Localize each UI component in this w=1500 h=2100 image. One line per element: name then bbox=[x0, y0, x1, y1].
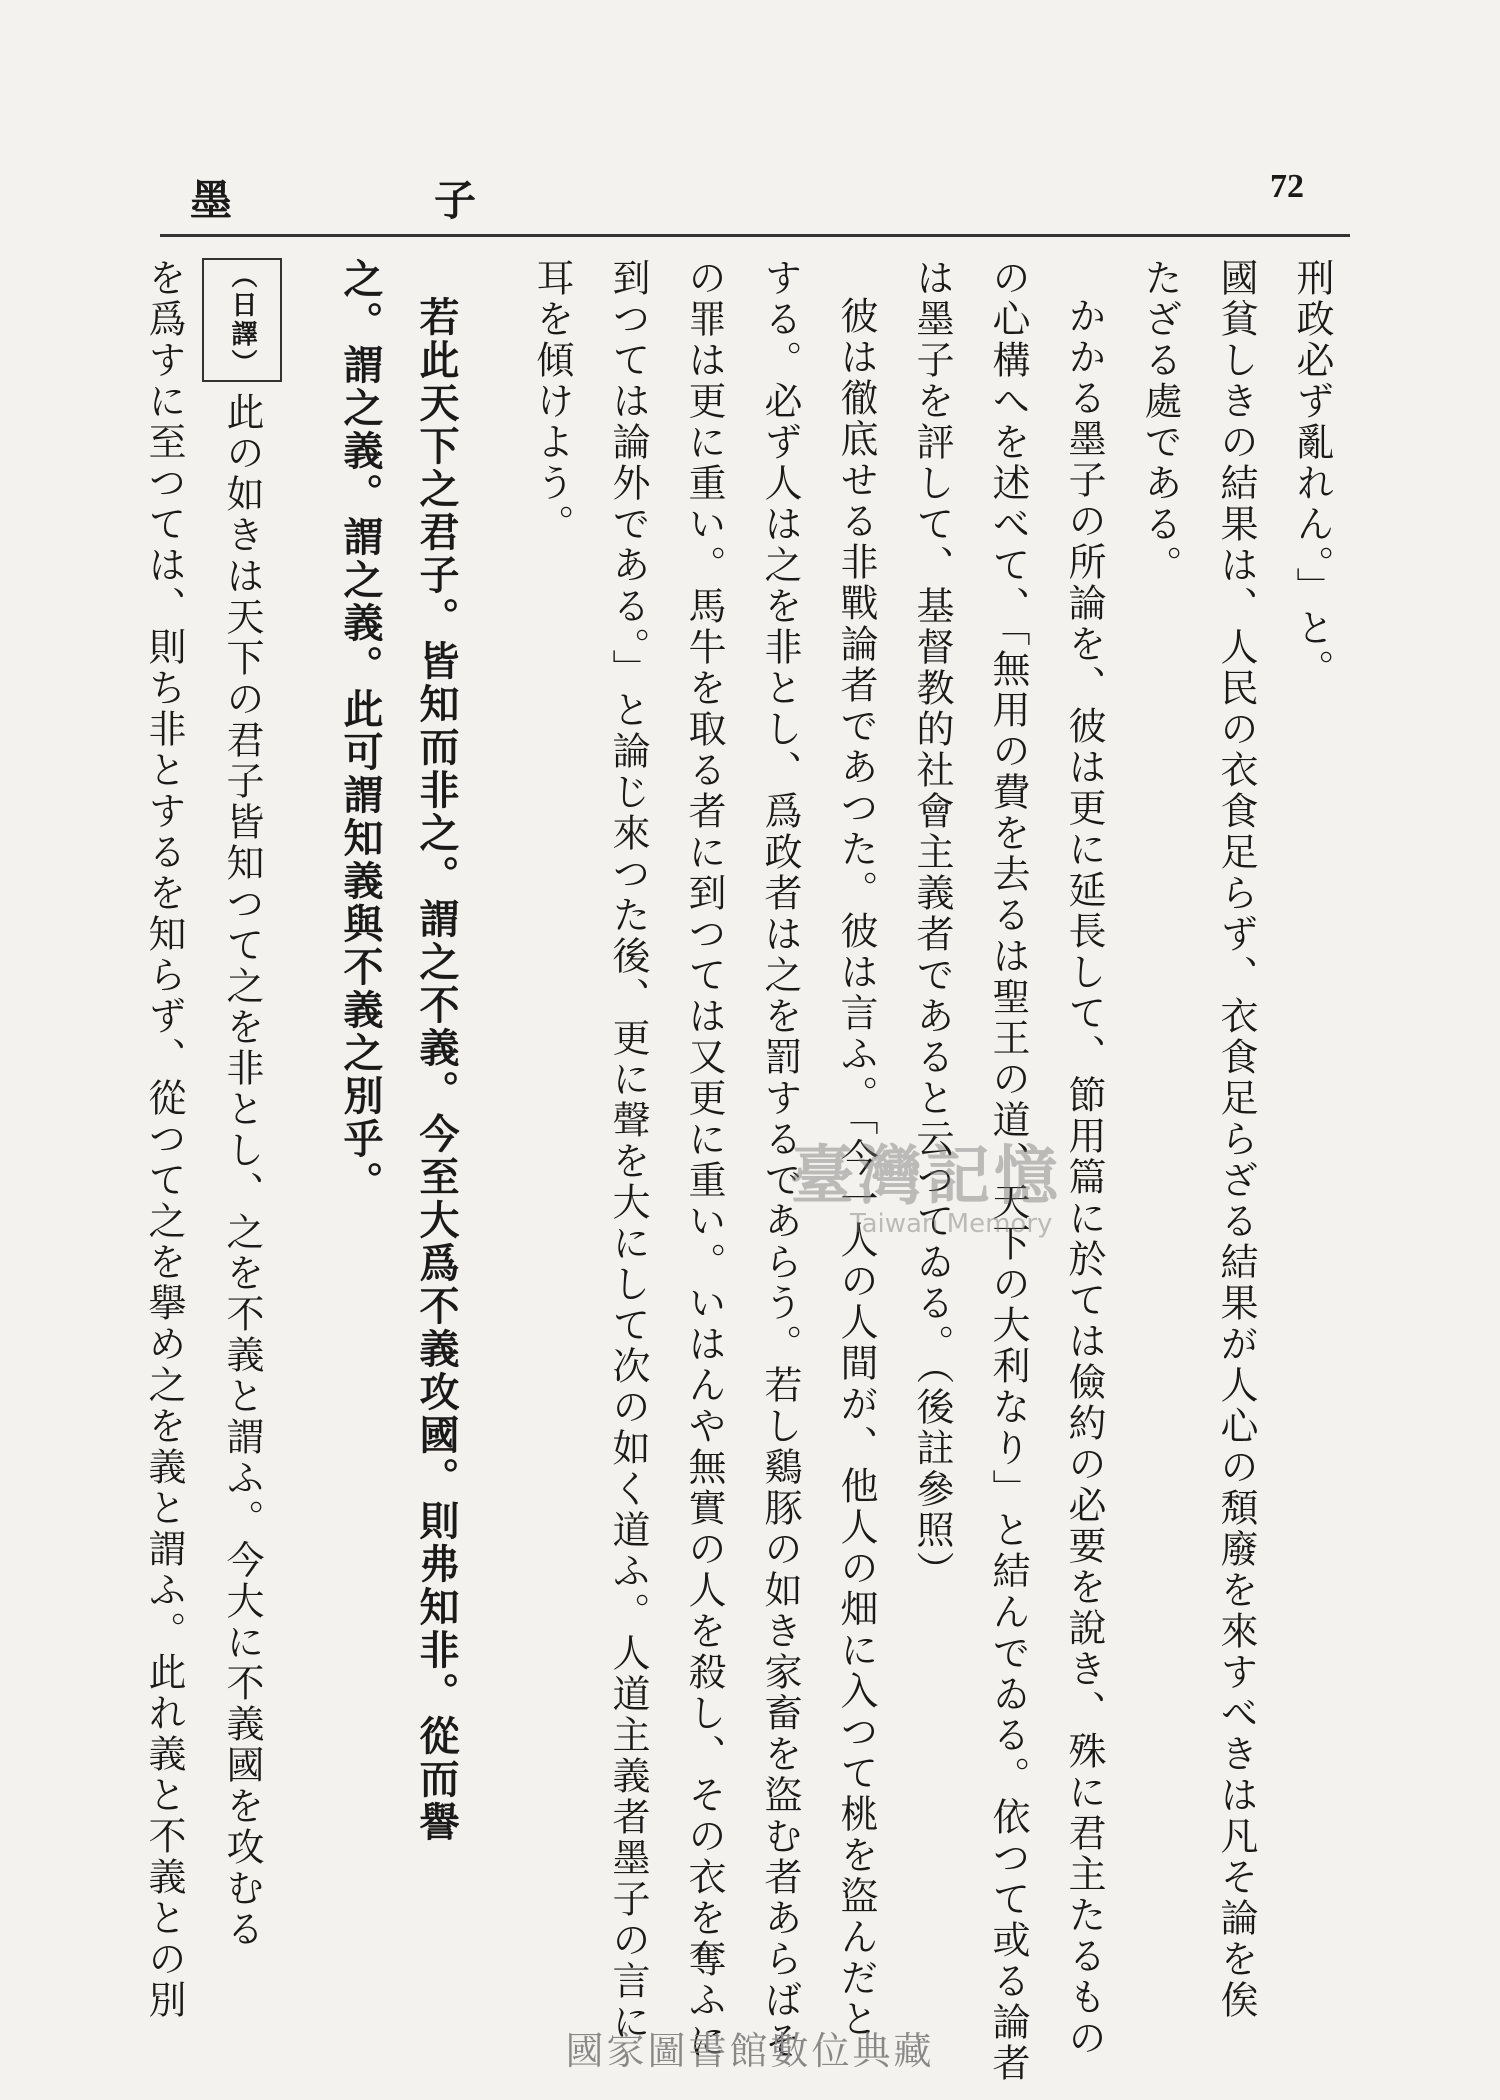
text-line: 到つては論外である。」と論じ來つた後、更に聲を大にして次の如く道ふ。人道主義者墨子の言に bbox=[606, 258, 650, 2043]
kanbun-line: 若此天下之君子。皆知而非之。謂之不義。今至大爲不義攻國。則弗知非。從而譽 bbox=[413, 296, 460, 1844]
text-line: 耳を傾けよう。 bbox=[530, 258, 574, 545]
paragraph-gap bbox=[474, 258, 514, 2033]
text-line: 國貧しきの結果は、人民の衣食足らず、衣食足らざる結果が人心の頽廢を來すべきは凡そ論を俟 bbox=[1214, 258, 1258, 2021]
note-text: 此の如きは天下の君子皆知つて之を非とし、之を不義と謂ふ。今大に不義國を攻むる bbox=[220, 392, 264, 1950]
note-label: （日譯） bbox=[202, 258, 282, 382]
text-line: は墨子を評して、基督教的社會主義者であると云つてゐる。（後註參照） bbox=[910, 258, 954, 1592]
text-line: の罪は更に重い。馬牛を取る者に到つては又更に重い。いはんや無實の人を殺し、その衣を奪ふに bbox=[682, 258, 726, 2062]
text-line: の心構へを述べて、「無用の費を去るは聖王の道、天下の大利なり」と結んでゐる。依つて或る論者 bbox=[986, 258, 1030, 2084]
watermark-chinese: 臺灣記憶 bbox=[790, 1140, 1062, 1214]
note-line: を爲すに至つては、則ち非とするを知らず、從つて之を擧め之を義と謂ふ。此れ義と不義との別 bbox=[142, 258, 186, 2021]
text-line: 刑政必ず亂れん。」と。 bbox=[1290, 258, 1334, 690]
text-line: かかる墨子の所論を、彼は更に延長して、節用篇に於ては儉約の必要を說き、殊に君主たるもの bbox=[1062, 296, 1106, 2059]
note-line bbox=[202, 258, 282, 2033]
running-head-title: 墨 子 bbox=[190, 176, 557, 225]
watermark-english: Taiwan Memory bbox=[850, 1209, 1053, 1239]
watermark bbox=[790, 1125, 1210, 1239]
page-number: 72 bbox=[1270, 168, 1304, 205]
text-line: する。必ず人は之を非とし、爲政者は之を罰するであらう。若し鷄豚の如き家畜を盜む者あらばそ bbox=[758, 258, 802, 2062]
text-line: たざる處である。 bbox=[1138, 258, 1182, 586]
kanbun-line: 之。謂之義。謂之義。此可謂知義與不義之別乎。 bbox=[337, 258, 384, 1204]
paragraph-gap bbox=[282, 258, 322, 2033]
footer-caption: 國家圖書館數位典藏 bbox=[565, 2029, 935, 2073]
text-line: 彼は徹底せる非戰論者であつた。彼は言ふ。「今一人の人間が、他人の畑に入つて桃を盜んだと bbox=[834, 296, 878, 2040]
header-rule bbox=[160, 234, 1350, 237]
